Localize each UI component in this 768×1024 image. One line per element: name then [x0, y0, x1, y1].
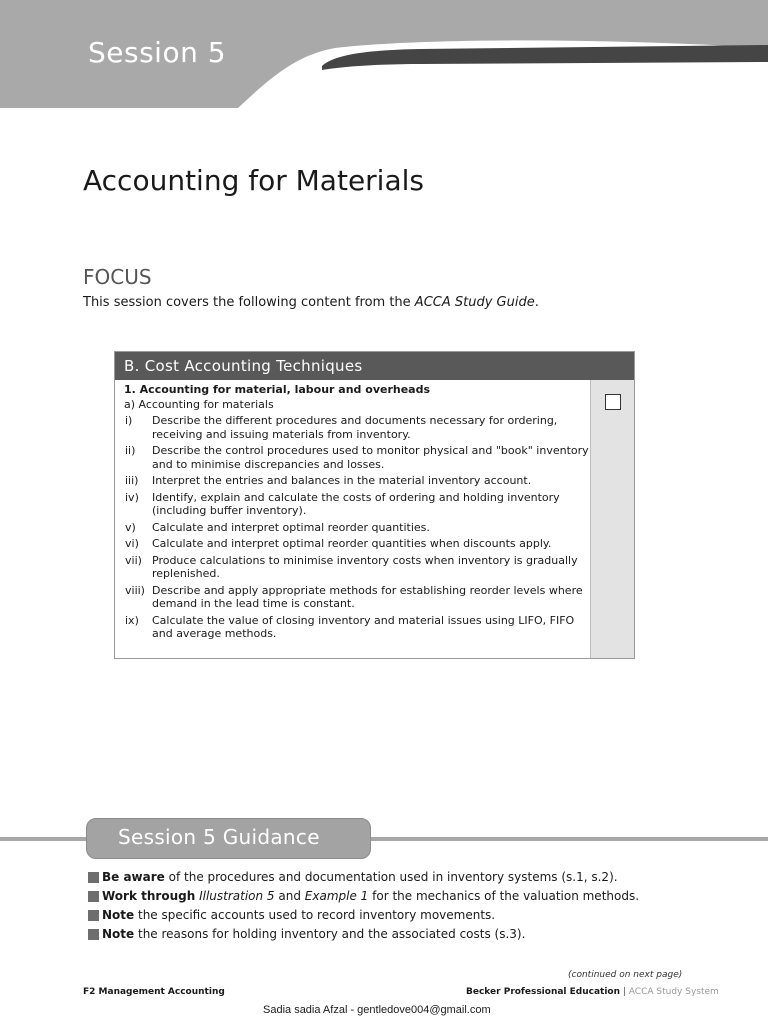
- study-guide-item: [124, 614, 590, 641]
- guidance-item: [88, 909, 728, 922]
- guidance-item-text: [102, 909, 495, 922]
- guidance-item-rest: the specific accounts used to record inventory movements.: [134, 908, 496, 922]
- study-guide-item-number: v): [125, 520, 136, 534]
- study-guide-checkbox-column: [590, 380, 634, 658]
- study-guide-item-number: vii): [125, 553, 142, 567]
- study-guide-content: [124, 383, 590, 641]
- footer-publisher-name: Becker Professional Education: [466, 987, 621, 997]
- guidance-item-keyword: Be aware: [102, 870, 165, 884]
- bottom-credit: Sadia sadia Afzal - gentledove004@gmail.com: [263, 1004, 491, 1016]
- focus-intro: [83, 295, 539, 310]
- study-guide-item-text: Describe and apply appropriate methods for establishing reorder levels where demand in the lead time is constant.: [152, 583, 583, 610]
- guidance-list: [88, 871, 728, 947]
- continued-note: (continued on next page): [568, 970, 683, 980]
- footer-publisher: [466, 987, 719, 997]
- study-guide-item: [124, 414, 590, 441]
- study-guide-item-text: Identify, explain and calculate the costs of ordering and holding inventory (including buffer inventory).: [152, 490, 560, 517]
- page-title: Accounting for Materials: [83, 164, 424, 197]
- study-guide-item-text: Produce calculations to minimise inventory costs when inventory is gradually replenished.: [152, 553, 578, 580]
- guidance-item-text: [102, 890, 639, 903]
- square-bullet-icon: [88, 929, 99, 940]
- study-guide-item: [124, 491, 590, 518]
- guidance-item-reference: Illustration 5: [199, 889, 275, 903]
- study-guide-item-number: vi): [125, 537, 139, 550]
- study-guide-item-text: Describe the control procedures used to monitor physical and "book" inventory and to minimise discrepancies and losses.: [152, 444, 589, 471]
- guidance-item-text: [102, 871, 618, 884]
- square-bullet-icon: [88, 891, 99, 902]
- guidance-item-text: [102, 928, 525, 941]
- guidance-item-rest: of the procedures and documentation used in inventory systems (s.1, s.2).: [164, 870, 618, 884]
- guidance-item: [88, 928, 728, 941]
- footer-separator: |: [620, 987, 629, 997]
- study-guide-item-text: Calculate and interpret optimal reorder quantities when discounts apply.: [152, 537, 552, 550]
- guidance-item-keyword: Work through: [102, 889, 196, 903]
- guidance-item-keyword: Note: [102, 908, 135, 922]
- study-guide-item: [124, 474, 590, 488]
- guidance-item-rest: for the mechanics of the valuation methods.: [368, 889, 640, 903]
- footer-course-title: F2 Management Accounting: [83, 987, 225, 997]
- guidance-title: Session 5 Guidance: [118, 825, 320, 849]
- focus-heading: FOCUS: [83, 265, 152, 289]
- study-guide-items: [124, 414, 590, 641]
- guidance-item: [88, 871, 728, 884]
- study-guide-item: [124, 521, 590, 535]
- study-guide-subsection: a) Accounting for materials: [124, 397, 274, 411]
- focus-intro-suffix: .: [534, 295, 539, 310]
- study-guide-item-number: iii): [125, 474, 139, 487]
- guidance-item-connector: and: [274, 889, 305, 903]
- focus-intro-prefix: This session covers the following content from the: [83, 295, 415, 310]
- study-guide-header: B. Cost Accounting Techniques: [115, 352, 634, 380]
- study-guide-item-number: i): [125, 414, 133, 427]
- guidance-item-keyword: Note: [102, 927, 135, 941]
- study-guide-box: [114, 351, 635, 659]
- guidance-item-rest: the reasons for holding inventory and the associated costs (s.3).: [134, 927, 526, 941]
- study-guide-item-text: Calculate the value of closing inventory and material issues using LIFO, FIFO and average methods.: [152, 613, 575, 640]
- study-guide-item: [124, 554, 590, 581]
- study-guide-item-number: iv): [125, 490, 139, 504]
- focus-intro-emphasis: ACCA Study Guide: [414, 295, 535, 310]
- guidance-item: [88, 890, 728, 903]
- study-guide-item-text: Describe the different procedures and documents necessary for ordering, receiving and issuing materials from inventory.: [152, 414, 558, 441]
- study-guide-item-text: Interpret the entries and balances in the material inventory account.: [152, 474, 532, 487]
- square-bullet-icon: [88, 910, 99, 921]
- guidance-item-reference: Example 1: [304, 889, 369, 903]
- square-bullet-icon: [88, 872, 99, 883]
- study-guide-item: [124, 444, 590, 471]
- study-guide-item: [124, 537, 590, 551]
- session-label: Session 5: [88, 36, 227, 69]
- study-guide-item-number: viii): [125, 583, 145, 597]
- study-guide-section: 1. Accounting for material, labour and overheads: [124, 383, 431, 396]
- study-guide-item: [124, 584, 590, 611]
- study-guide-checkbox[interactable]: [605, 394, 621, 410]
- study-guide-item-number: ii): [125, 444, 136, 457]
- study-guide-item-text: Calculate and interpret optimal reorder quantities.: [152, 520, 430, 534]
- footer-series-name: ACCA Study System: [628, 987, 719, 997]
- study-guide-item-number: ix): [125, 613, 139, 627]
